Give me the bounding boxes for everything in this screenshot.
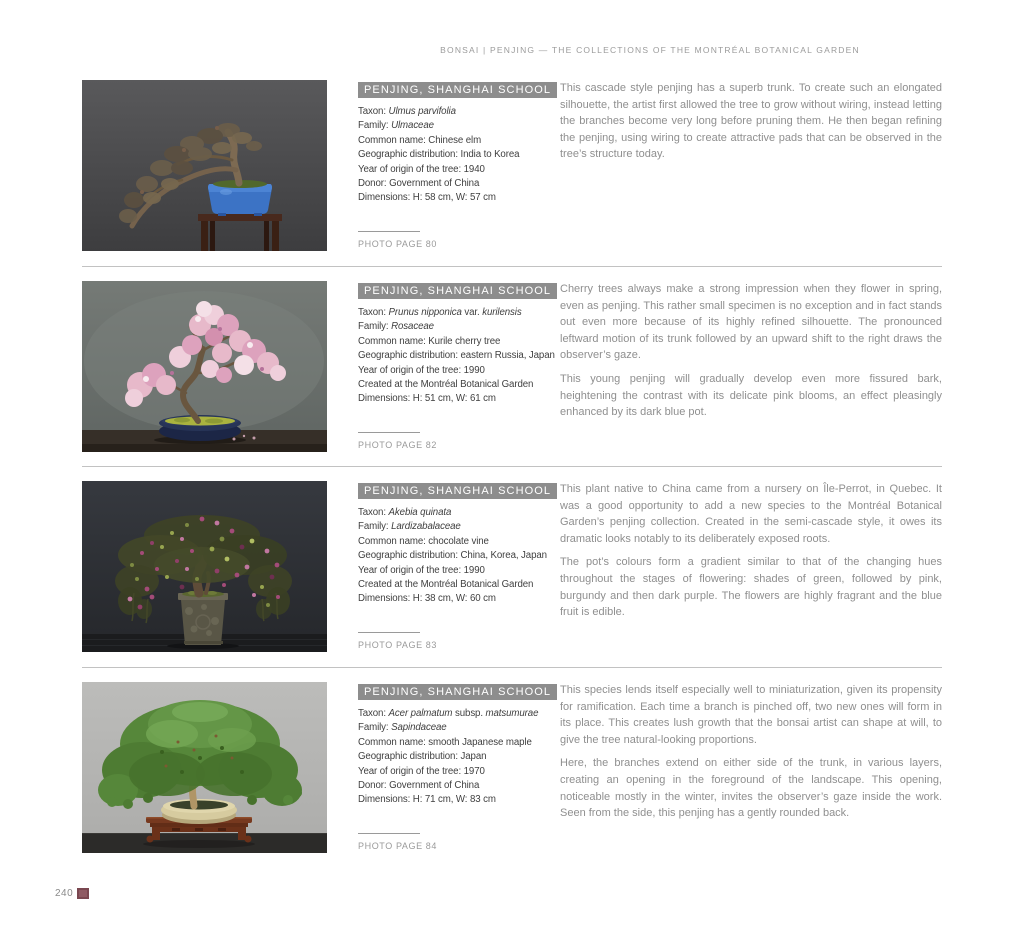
spec-field: Year of origin of the tree: 1990 [358,564,485,576]
spec-fields [358,105,563,206]
spec-field: Year of origin of the tree: 1990 [358,364,485,376]
spec-field: Taxon: Ulmus parvifolia [358,106,456,117]
spec-field: Family: Ulmaceae [358,120,434,132]
spec-block [358,682,563,808]
spec-field: Created at the Montréal Botanical Garden [358,379,534,391]
spec-field: Common name: Chinese elm [358,134,482,146]
spec-field: Family: Sapindaceae [358,722,447,734]
cascade-elm-illustration [82,80,327,251]
spec-fields [358,306,563,407]
rule-short [358,432,420,433]
cream-pot [161,799,237,824]
photo-page-ref [358,833,437,851]
photo-page-ref [358,632,437,650]
description-paragraph: Cherry trees always make a strong impression when they flower in spring, even as penjing. This rather small specimen is no exception and in fact stands out even more because of its highly refined silhouette. The pronounced leftward motion of its trunk followed by an upward shift to the right draws the observer’s gaze. [560,283,942,362]
spec-field: Year of origin of the tree: 1940 [358,163,485,175]
spec-fields [358,707,563,808]
photo-page-ref [358,231,437,249]
school-label: PENJING, SHANGHAI SCHOOL [358,82,557,98]
description-paragraph: Here, the branches extend on either side of the trunk, in various layers, creating an opening in the foreground of the landscape. This opening, noticeable mostly in the winter, invites the observer’s gaze inside the work. Seen from the side, this penjing has a gently rounded back. [560,757,942,820]
cherry-illustration [82,281,327,452]
photo-page-label: PHOTO PAGE 84 [358,841,437,851]
description-paragraph: This plant native to China came from a nursery on Île-Perrot, in Quebec. It was a good opportunity to add a new species to the Montréal Botanical Garden’s penjing collection. Created in the semi-cascade style, it owes its dramatic looks notably to its deliberately exposed roots. [560,483,942,545]
spec-field: Geographic distribution: India to Korea [358,149,520,161]
catalog-entry [0,281,1024,452]
spec-field: Common name: chocolate vine [358,535,489,547]
rule-short [358,231,420,232]
maple-illustration [82,682,327,853]
entry-divider [82,466,942,467]
spec-field: Year of origin of the tree: 1970 [358,765,485,777]
folio-accent-square [77,888,89,899]
description-paragraph: The pot’s colours form a gradient similar to that of the changing hues throughout the stages of flowering: shades of green, followed by pink, burgundy and then dark purple. The flowers are highly fragrant and the blue fruit is edible. [560,556,942,619]
spec-field: Geographic distribution: Japan [358,751,487,763]
description-text [560,80,942,170]
description-paragraph: This young penjing will gradually develop even more fissured bark, heightening the contrast with its delicate pink blooms, an effect pleasingly enhanced by its dark blue pot. [560,372,942,419]
spec-field: Dimensions: H: 58 cm, W: 57 cm [358,192,496,204]
description-paragraph: This cascade style penjing has a superb trunk. To create such an elongated silhouette, the artist first allowed the tree to grow without wiring, instead letting the branches become very long before pruning them. He then began refining the penjing, using wiring to create attractive pads that can be observed in the tree’s structure today. [560,82,942,161]
akebia-illustration [82,481,327,652]
catalog-entry [0,481,1024,652]
spec-field: Family: Rosaceae [358,321,434,333]
spec-field: Dimensions: H: 71 cm, W: 83 cm [358,794,496,806]
rule-short [358,833,420,834]
spec-block [358,481,563,607]
photo-page-label: PHOTO PAGE 83 [358,640,437,650]
photo-page-ref [358,432,437,450]
school-label: PENJING, SHANGHAI SCHOOL [358,283,557,299]
bonsai-photo-kurile-cherry [82,281,327,452]
spec-field: Common name: Kurile cherry tree [358,335,501,347]
spec-fields [358,506,563,607]
spec-block [358,80,563,206]
stone-pot [178,593,228,645]
description-text [560,281,942,428]
spec-field: Family: Lardizabalaceae [358,521,461,533]
school-label: PENJING, SHANGHAI SCHOOL [358,684,557,700]
spec-field: Taxon: Akebia quinata [358,507,452,518]
spec-field: Dimensions: H: 51 cm, W: 61 cm [358,393,496,405]
entry-divider [82,266,942,267]
school-label: PENJING, SHANGHAI SCHOOL [358,483,557,499]
photo-page-label: PHOTO PAGE 80 [358,239,437,249]
description-text [560,682,942,829]
catalog-entry [0,80,1024,251]
description-text [560,481,942,628]
bonsai-photo-japanese-maple [82,682,327,853]
bonsai-photo-chinese-elm [82,80,327,251]
spec-field: Donor: Government of China [358,780,480,792]
page-number: 240 [55,888,74,899]
spec-field: Dimensions: H: 38 cm, W: 60 cm [358,593,496,605]
spec-field: Geographic distribution: China, Korea, Japan [358,550,547,562]
entry-divider [82,667,942,668]
spec-field: Geographic distribution: eastern Russia, Japan [358,350,555,362]
spec-field: Taxon: Prunus nipponica var. kurilensis [358,307,522,318]
blue-pot [208,184,272,216]
running-head: BONSAI | PENJING — THE COLLECTIONS OF THE MONTRÉAL BOTANICAL GARDEN [440,45,860,55]
spec-field: Common name: smooth Japanese maple [358,736,532,748]
catalog-entry [0,682,1024,853]
spec-field: Created at the Montréal Botanical Garden [358,579,534,591]
bonsai-photo-chocolate-vine [82,481,327,652]
spec-field: Taxon: Acer palmatum subsp. matsumurae [358,708,539,719]
spec-field: Donor: Government of China [358,178,480,190]
spec-block [358,281,563,407]
rule-short [358,632,420,633]
photo-page-label: PHOTO PAGE 82 [358,440,437,450]
description-paragraph: This species lends itself especially well to miniaturization, given its propensity for ramification. Each time a branch is pinched off, two new ones will form in its place. This creates lush growth that the bonsai artist can shape at will, to give the tree natural-looking proportions. [560,684,942,746]
